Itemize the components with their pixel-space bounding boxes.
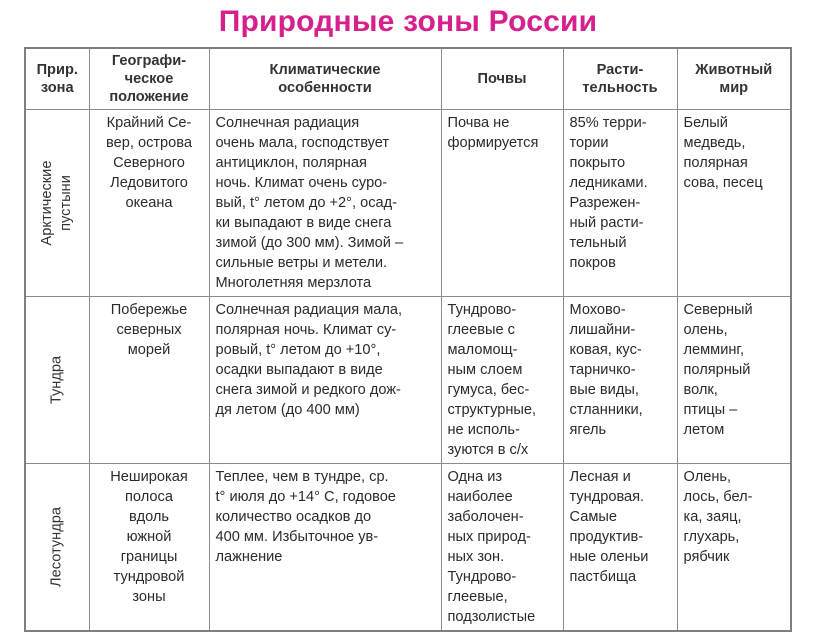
header-zone: Прир. зона: [25, 48, 89, 110]
header-soils: Почвы: [441, 48, 563, 110]
table-row: [25, 464, 791, 632]
fauna-cell: Северный олень, лемминг, полярный волк, птицы – летом: [677, 297, 791, 464]
page-title: Природные зоны России: [218, 5, 598, 38]
zone-label: Арктические пустыни: [39, 160, 75, 246]
table-row: [25, 110, 791, 297]
climate-cell: Теплее, чем в тундре, ср. t° июля до +14° С, годовое количество осадков до 400 мм. Избыточное ув- лажнение: [209, 464, 441, 632]
soil-cell: Почва не формируется: [441, 110, 563, 297]
header-climate: Климатические особенности: [209, 48, 441, 110]
vegetation-cell: Мохово- лишайни- ковая, кус- тарничко- вые виды, стланники, ягель: [563, 297, 677, 464]
table-header-row: [25, 48, 791, 110]
zone-cell: [25, 110, 89, 297]
zone-cell: [25, 297, 89, 464]
geo-cell: Побережье северных морей: [89, 297, 209, 464]
climate-cell: Солнечная радиация очень мала, господствует антициклон, полярная ночь. Климат очень суро- вый, t° летом до +2°, осад- ки выпадают в виде снега зимой (до 300 мм). Зимой – сильные ветры и метели. Многолетняя мерзлота: [209, 110, 441, 297]
natural-zones-table: [24, 47, 792, 632]
fauna-cell: Олень, лось, бел- ка, заяц, глухарь, рябчик: [677, 464, 791, 632]
soil-cell: Тундрово- глеевые с маломощ- ным слоем гумуса, бес- структурные, не исполь- зуются в с/х: [441, 297, 563, 464]
header-vegetation: Расти- тельность: [563, 48, 677, 110]
zone-label: Тундра: [48, 355, 65, 405]
climate-cell: Солнечная радиация мала, полярная ночь. Климат су- ровый, t° летом до +10°, осадки выпадают в виде снега зимой и редкого дож- дя летом (до 400 мм): [209, 297, 441, 464]
zone-label: Лесотундра: [48, 507, 65, 587]
geo-cell: Крайний Се- вер, острова Северного Ледовитого океана: [89, 110, 209, 297]
header-geo-position: Географи- ческое положение: [89, 48, 209, 110]
fauna-cell: Белый медведь, полярная сова, песец: [677, 110, 791, 297]
vegetation-cell: 85% терри- тории покрыто ледниками. Разрежен- ный расти- тельный покров: [563, 110, 677, 297]
table-row: [25, 297, 791, 464]
header-fauna: Животный мир: [677, 48, 791, 110]
vegetation-cell: Лесная и тундровая. Самые продуктив- ные оленьи пастбища: [563, 464, 677, 632]
soil-cell: Одна из наиболее заболочен- ных природ- ных зон. Тундрово- глеевые, подзолистые: [441, 464, 563, 632]
zone-cell: [25, 464, 89, 632]
geo-cell: Неширокая полоса вдоль южной границы тундровой зоны: [89, 464, 209, 632]
